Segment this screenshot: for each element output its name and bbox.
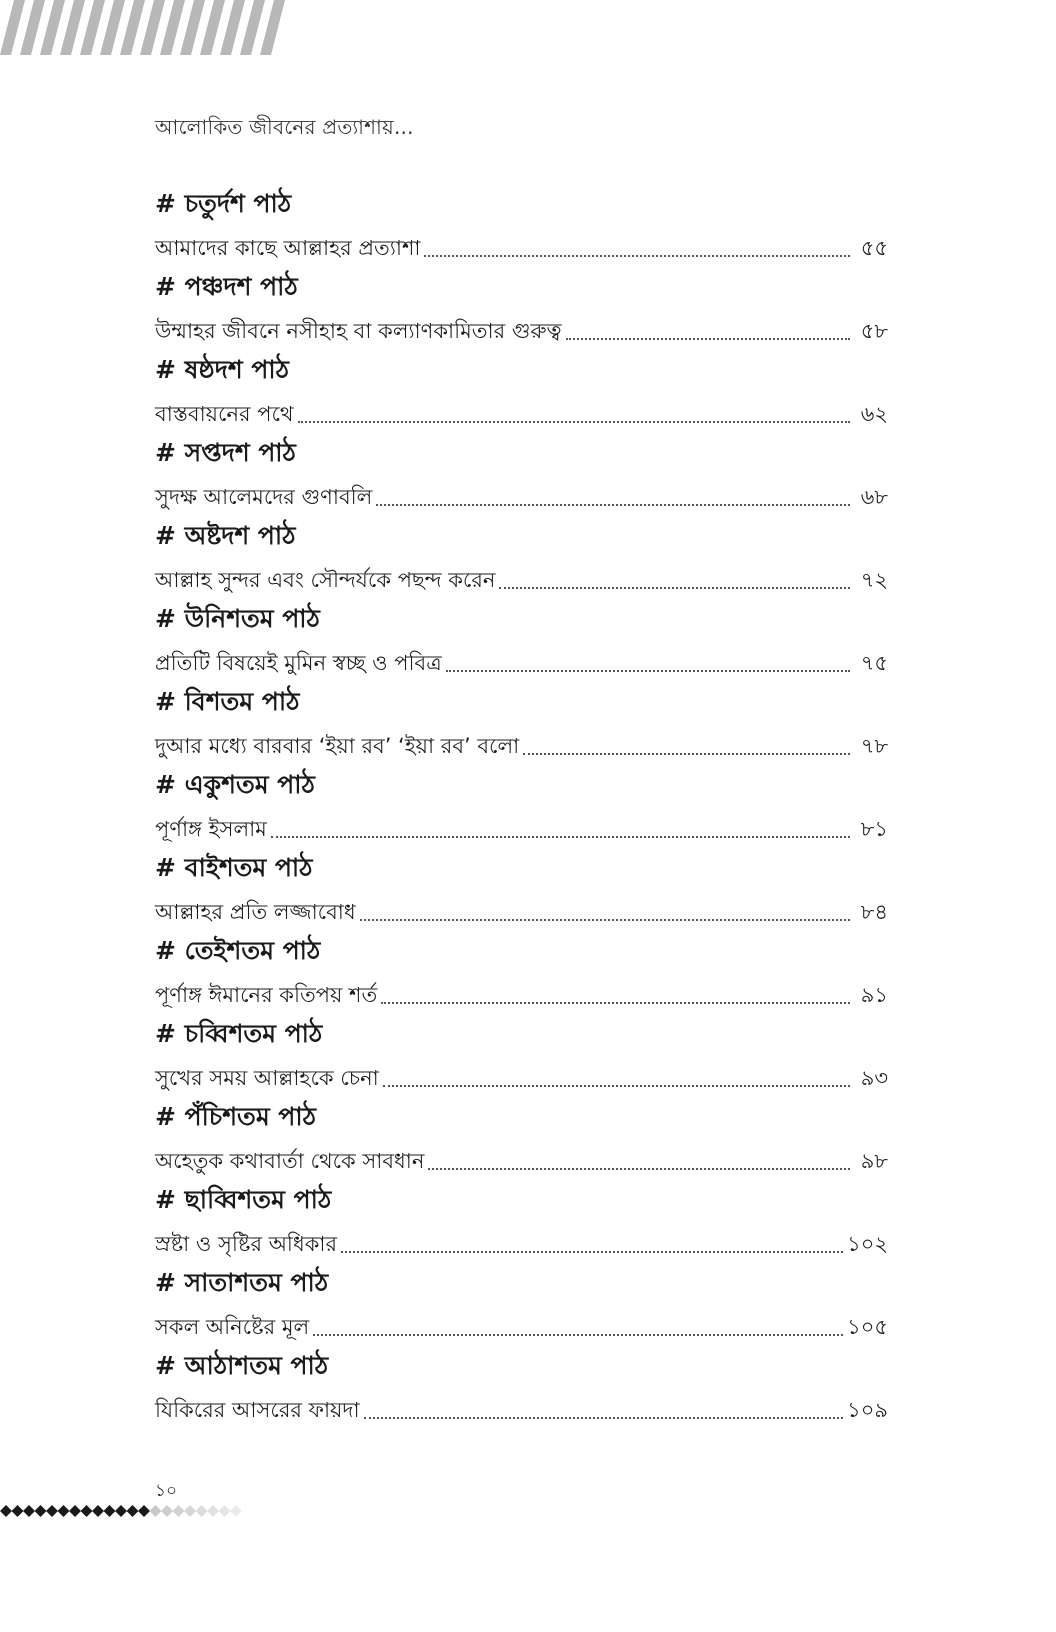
toc-entry[interactable] [155,474,888,515]
diamond [115,1505,127,1517]
toc-entry[interactable] [155,1221,888,1262]
entry-page-number: ৯৩ [860,1066,888,1090]
dot-leader [383,1085,850,1087]
entry-title: প্রতিটি বিষয়েই মুমিন স্বচ্ছ ও পবিত্র [155,651,442,675]
stripe [260,0,285,55]
stripe [140,0,165,55]
diamond [219,1505,231,1517]
toc-entry[interactable] [155,806,888,847]
dot-leader [376,504,850,506]
toc-section [155,1179,888,1262]
diamond [104,1505,116,1517]
entry-page-number: ৯৮ [860,1149,888,1173]
section-heading: # সপ্তদশ পাঠ [155,438,296,467]
entry-title: সুখের সময় আল্লাহকে চেনা [155,1066,379,1090]
section-heading: # পঞ্চদশ পাঠ [155,272,298,301]
dot-leader [446,670,850,672]
section-heading: # ষষ্ঠদশ পাঠ [155,355,289,384]
entry-page-number: ৫৮ [860,319,888,343]
toc-entry[interactable] [155,391,888,432]
diamond-border-decoration [0,1496,260,1526]
diamond [196,1505,208,1517]
toc-section [155,1262,888,1345]
dot-leader [381,1002,850,1004]
page-number: ১০ [155,1481,178,1501]
stripe [40,0,65,55]
toc-entry[interactable] [155,308,888,349]
section-heading: # সাতাশতম পাঠ [155,1268,329,1297]
section-heading: # বিশতম পাঠ [155,687,300,716]
section-heading: # তেইশতম পাঠ [155,936,321,965]
section-heading: # চব্বিশতম পাঠ [155,1019,323,1048]
section-heading: # বাইশতম পাঠ [155,853,313,882]
toc-section [155,515,888,598]
stripe [100,0,125,55]
toc-entry[interactable] [155,1055,888,1096]
diamond [230,1505,242,1517]
section-heading: # চতুর্দশ পাঠ [155,189,292,218]
dot-leader [341,1251,843,1253]
toc-section [155,1345,888,1428]
entry-page-number: ৫৫ [860,236,888,260]
table-of-contents [155,183,888,1428]
dot-leader [298,421,850,423]
toc-section [155,432,888,515]
entry-title: বাস্তবায়নের পথে [155,402,294,426]
dot-leader [428,1168,850,1170]
diamond [173,1505,185,1517]
section-heading: # একুশতম পাঠ [155,770,315,799]
toc-entry[interactable] [155,723,888,764]
entry-title: উম্মাহর জীবনে নসীহাহ বা কল্যাণকামিতার গুরুত্ব [155,319,562,343]
entry-page-number: ৯১ [860,983,888,1007]
toc-section [155,183,888,266]
entry-page-number: ৬২ [860,402,888,426]
entry-page-number: ৭৫ [860,651,888,675]
entry-page-number: ১০৯ [847,1398,888,1422]
entry-title: আল্লাহর প্রতি লজ্জাবোধ [155,900,356,924]
dot-leader [499,587,850,589]
toc-section [155,681,888,764]
diamond [127,1505,139,1517]
entry-title: অহেতুক কথাবার্তা থেকে সাবধান [155,1149,425,1173]
stripe [220,0,245,55]
entry-page-number: ৬৮ [860,485,888,509]
diamond [12,1505,24,1517]
stripe [0,0,25,55]
diamond [161,1505,173,1517]
entry-title: আল্লাহ সুন্দর এবং সৌন্দর্যকে পছন্দ করেন [155,568,496,592]
toc-section [155,1013,888,1096]
stripe [120,0,145,55]
toc-entry[interactable] [155,1304,888,1345]
toc-entry[interactable] [155,1138,888,1179]
diamond [92,1505,104,1517]
dot-leader [566,338,850,340]
diamond [207,1505,219,1517]
entry-page-number: ৭৮ [860,734,888,758]
toc-section [155,847,888,930]
diamond [81,1505,93,1517]
section-heading: # অষ্টদশ পাঠ [155,521,296,550]
stripe [180,0,205,55]
corner-stripes-decoration [0,0,290,55]
entry-page-number: ১০২ [847,1232,888,1256]
diamond [35,1505,47,1517]
diamond [46,1505,58,1517]
toc-entry[interactable] [155,972,888,1013]
entry-title: পূর্ণাঙ্গ ঈমানের কতিপয় শর্ত [155,983,378,1007]
toc-section [155,930,888,1013]
entry-title: সকল অনিষ্টের মূল [155,1315,310,1339]
section-heading: # ছাব্বিশতম পাঠ [155,1185,332,1214]
toc-section [155,266,888,349]
entry-title: স্রষ্টা ও সৃষ্টির অধিকার [155,1232,338,1256]
stripe [200,0,225,55]
toc-section [155,349,888,432]
entry-title: সুদক্ষ আলেমদের গুণাবলি [155,485,373,509]
section-heading: # উনিশতম পাঠ [155,604,320,633]
diamond [138,1505,150,1517]
stripe [20,0,45,55]
toc-section [155,598,888,681]
diamond [184,1505,196,1517]
dot-leader [360,919,850,921]
entry-title: দুআর মধ্যে বারবার ‘ইয়া রব’ ‘ইয়া রব’ বলো [155,734,520,758]
toc-section [155,764,888,847]
section-heading: # আঠাশতম পাঠ [155,1351,329,1380]
stripe [80,0,105,55]
running-header: আলোকিত জীবনের প্রত্যাশায়... [155,115,414,139]
entry-title: আমাদের কাছে আল্লাহর প্রত্যাশা [155,236,421,260]
entry-page-number: ৭২ [860,568,888,592]
entry-page-number: ১০৫ [847,1315,888,1339]
dot-leader [523,753,850,755]
toc-section [155,1096,888,1179]
stripe [160,0,185,55]
section-heading: # পঁচিশতম পাঠ [155,1102,316,1131]
entry-page-number: ৮১ [860,817,888,841]
diamond [58,1505,70,1517]
diamond [23,1505,35,1517]
diamond [150,1505,162,1517]
toc-entry[interactable] [155,889,888,930]
dot-leader [364,1417,844,1419]
toc-entry[interactable] [155,557,888,598]
stripe [60,0,85,55]
toc-entry[interactable] [155,1387,888,1428]
diamond [69,1505,81,1517]
toc-entry[interactable] [155,640,888,681]
entry-page-number: ৮৪ [860,900,888,924]
toc-entry[interactable] [155,225,888,266]
stripe [240,0,265,55]
entry-title: যিকিরের আসরের ফায়দা [155,1398,360,1422]
diamond [0,1505,12,1517]
dot-leader [271,836,850,838]
dot-leader [424,255,850,257]
entry-title: পূর্ণাঙ্গ ইসলাম [155,817,267,841]
dot-leader [313,1334,843,1336]
